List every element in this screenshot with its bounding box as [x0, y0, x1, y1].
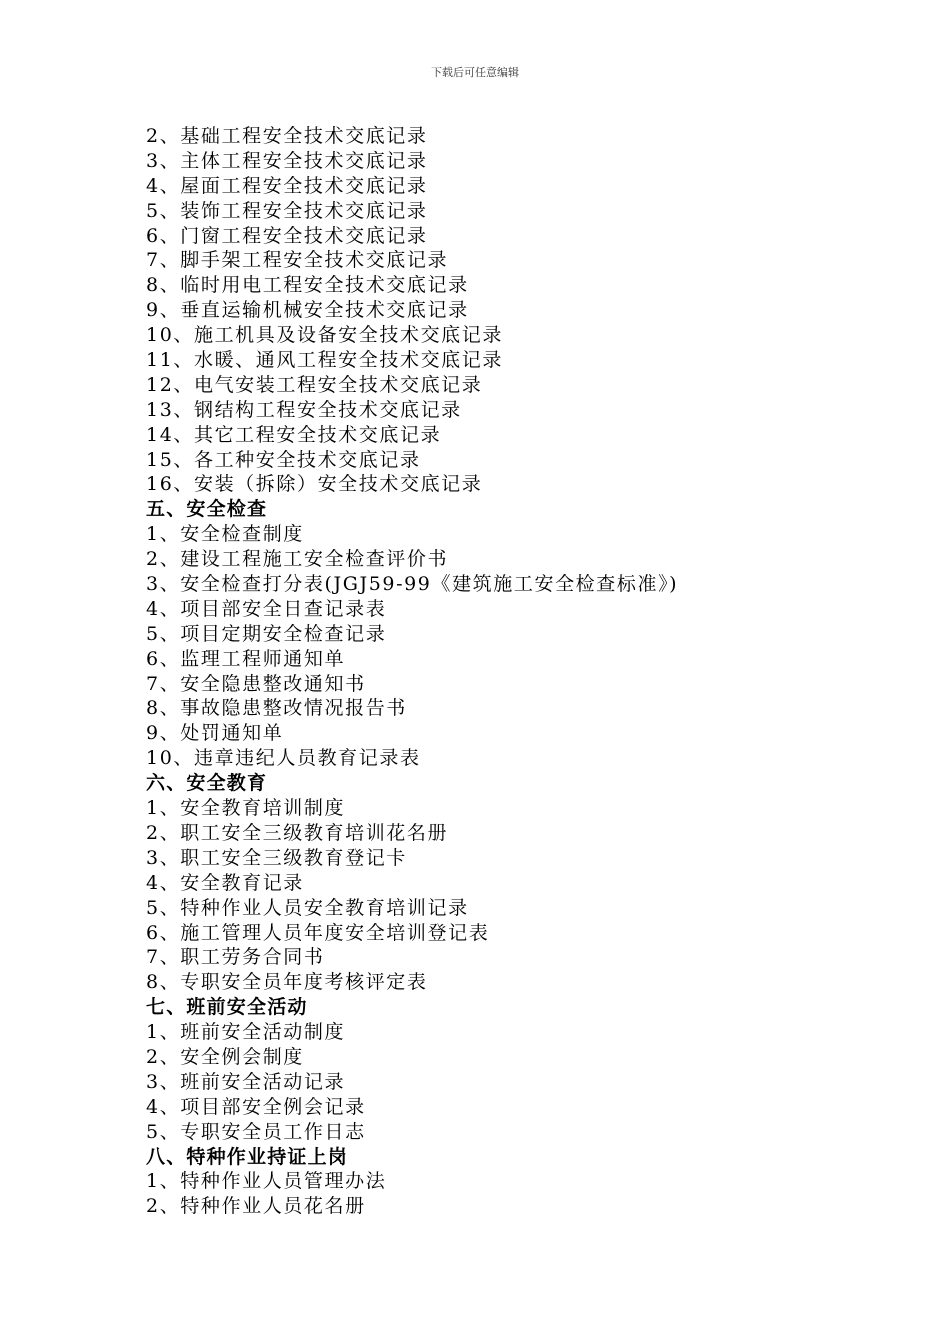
list-item: 15、各工种安全技术交底记录	[146, 448, 421, 471]
list-item: 13、钢结构工程安全技术交底记录	[146, 398, 462, 421]
list-item: 5、专职安全员工作日志	[146, 1120, 366, 1143]
header-note: 下载后可任意编辑	[431, 66, 519, 79]
list-item: 1、安全教育培训制度	[146, 797, 346, 820]
list-item: 2、安全例会制度	[146, 1045, 304, 1068]
list-item: 3、班前安全活动记录	[146, 1070, 346, 1093]
list-item: 5、项目定期安全检查记录	[146, 622, 387, 645]
list-item: 8、事故隐患整改情况报告书	[146, 697, 407, 720]
list-item: 1、特种作业人员管理办法	[146, 1170, 387, 1193]
list-item: 6、监理工程师通知单	[146, 647, 346, 670]
list-item: 6、门窗工程安全技术交底记录	[146, 224, 428, 247]
list-item: 2、建设工程施工安全检查评价书	[146, 548, 449, 571]
list-item: 2、基础工程安全技术交底记录	[146, 125, 428, 147]
list-item: 8、临时用电工程安全技术交底记录	[146, 274, 469, 297]
list-item: 1、安全检查制度	[146, 523, 304, 546]
list-item: 12、电气安装工程安全技术交底记录	[146, 373, 483, 396]
section-heading: 五、安全检查	[146, 498, 268, 521]
list-item: 5、装饰工程安全技术交底记录	[146, 199, 428, 222]
list-item: 14、其它工程安全技术交底记录	[146, 423, 442, 446]
list-item: 4、项目部安全日查记录表	[146, 597, 387, 620]
list-item: 9、垂直运输机械安全技术交底记录	[146, 299, 469, 322]
section-heading: 七、班前安全活动	[146, 996, 308, 1019]
list-item: 3、主体工程安全技术交底记录	[146, 149, 428, 172]
list-item: 10、违章违纪人员教育记录表	[146, 747, 421, 770]
list-item: 9、处罚通知单	[146, 722, 284, 745]
list-item: 16、安装（拆除）安全技术交底记录	[146, 473, 483, 496]
list-item: 8、专职安全员年度考核评定表	[146, 971, 428, 994]
list-item: 4、项目部安全例会记录	[146, 1095, 366, 1118]
list-item: 2、职工安全三级教育培训花名册	[146, 821, 449, 844]
list-item: 6、施工管理人员年度安全培训登记表	[146, 921, 490, 944]
list-item: 1、班前安全活动制度	[146, 1021, 346, 1044]
list-item: 5、特种作业人员安全教育培训记录	[146, 896, 469, 919]
list-item: 7、职工劳务合同书	[146, 946, 325, 969]
list-item: 11、水暖、通风工程安全技术交底记录	[146, 349, 503, 372]
list-item: 3、安全检查打分表(JGJ59-99《建筑施工安全检查标准》)	[146, 573, 679, 596]
list-item: 4、屋面工程安全技术交底记录	[146, 174, 428, 197]
list-item: 3、职工安全三级教育登记卡	[146, 846, 407, 869]
list-item: 10、施工机具及设备安全技术交底记录	[146, 324, 503, 347]
section-heading: 六、安全教育	[146, 772, 268, 795]
list-item: 7、脚手架工程安全技术交底记录	[146, 249, 449, 272]
list-item: 2、特种作业人员花名册	[146, 1195, 366, 1218]
list-item: 7、安全隐患整改通知书	[146, 672, 366, 695]
list-item: 4、安全教育记录	[146, 871, 304, 894]
document-content	[146, 124, 886, 1219]
section-heading: 八、特种作业持证上岗	[146, 1145, 349, 1168]
